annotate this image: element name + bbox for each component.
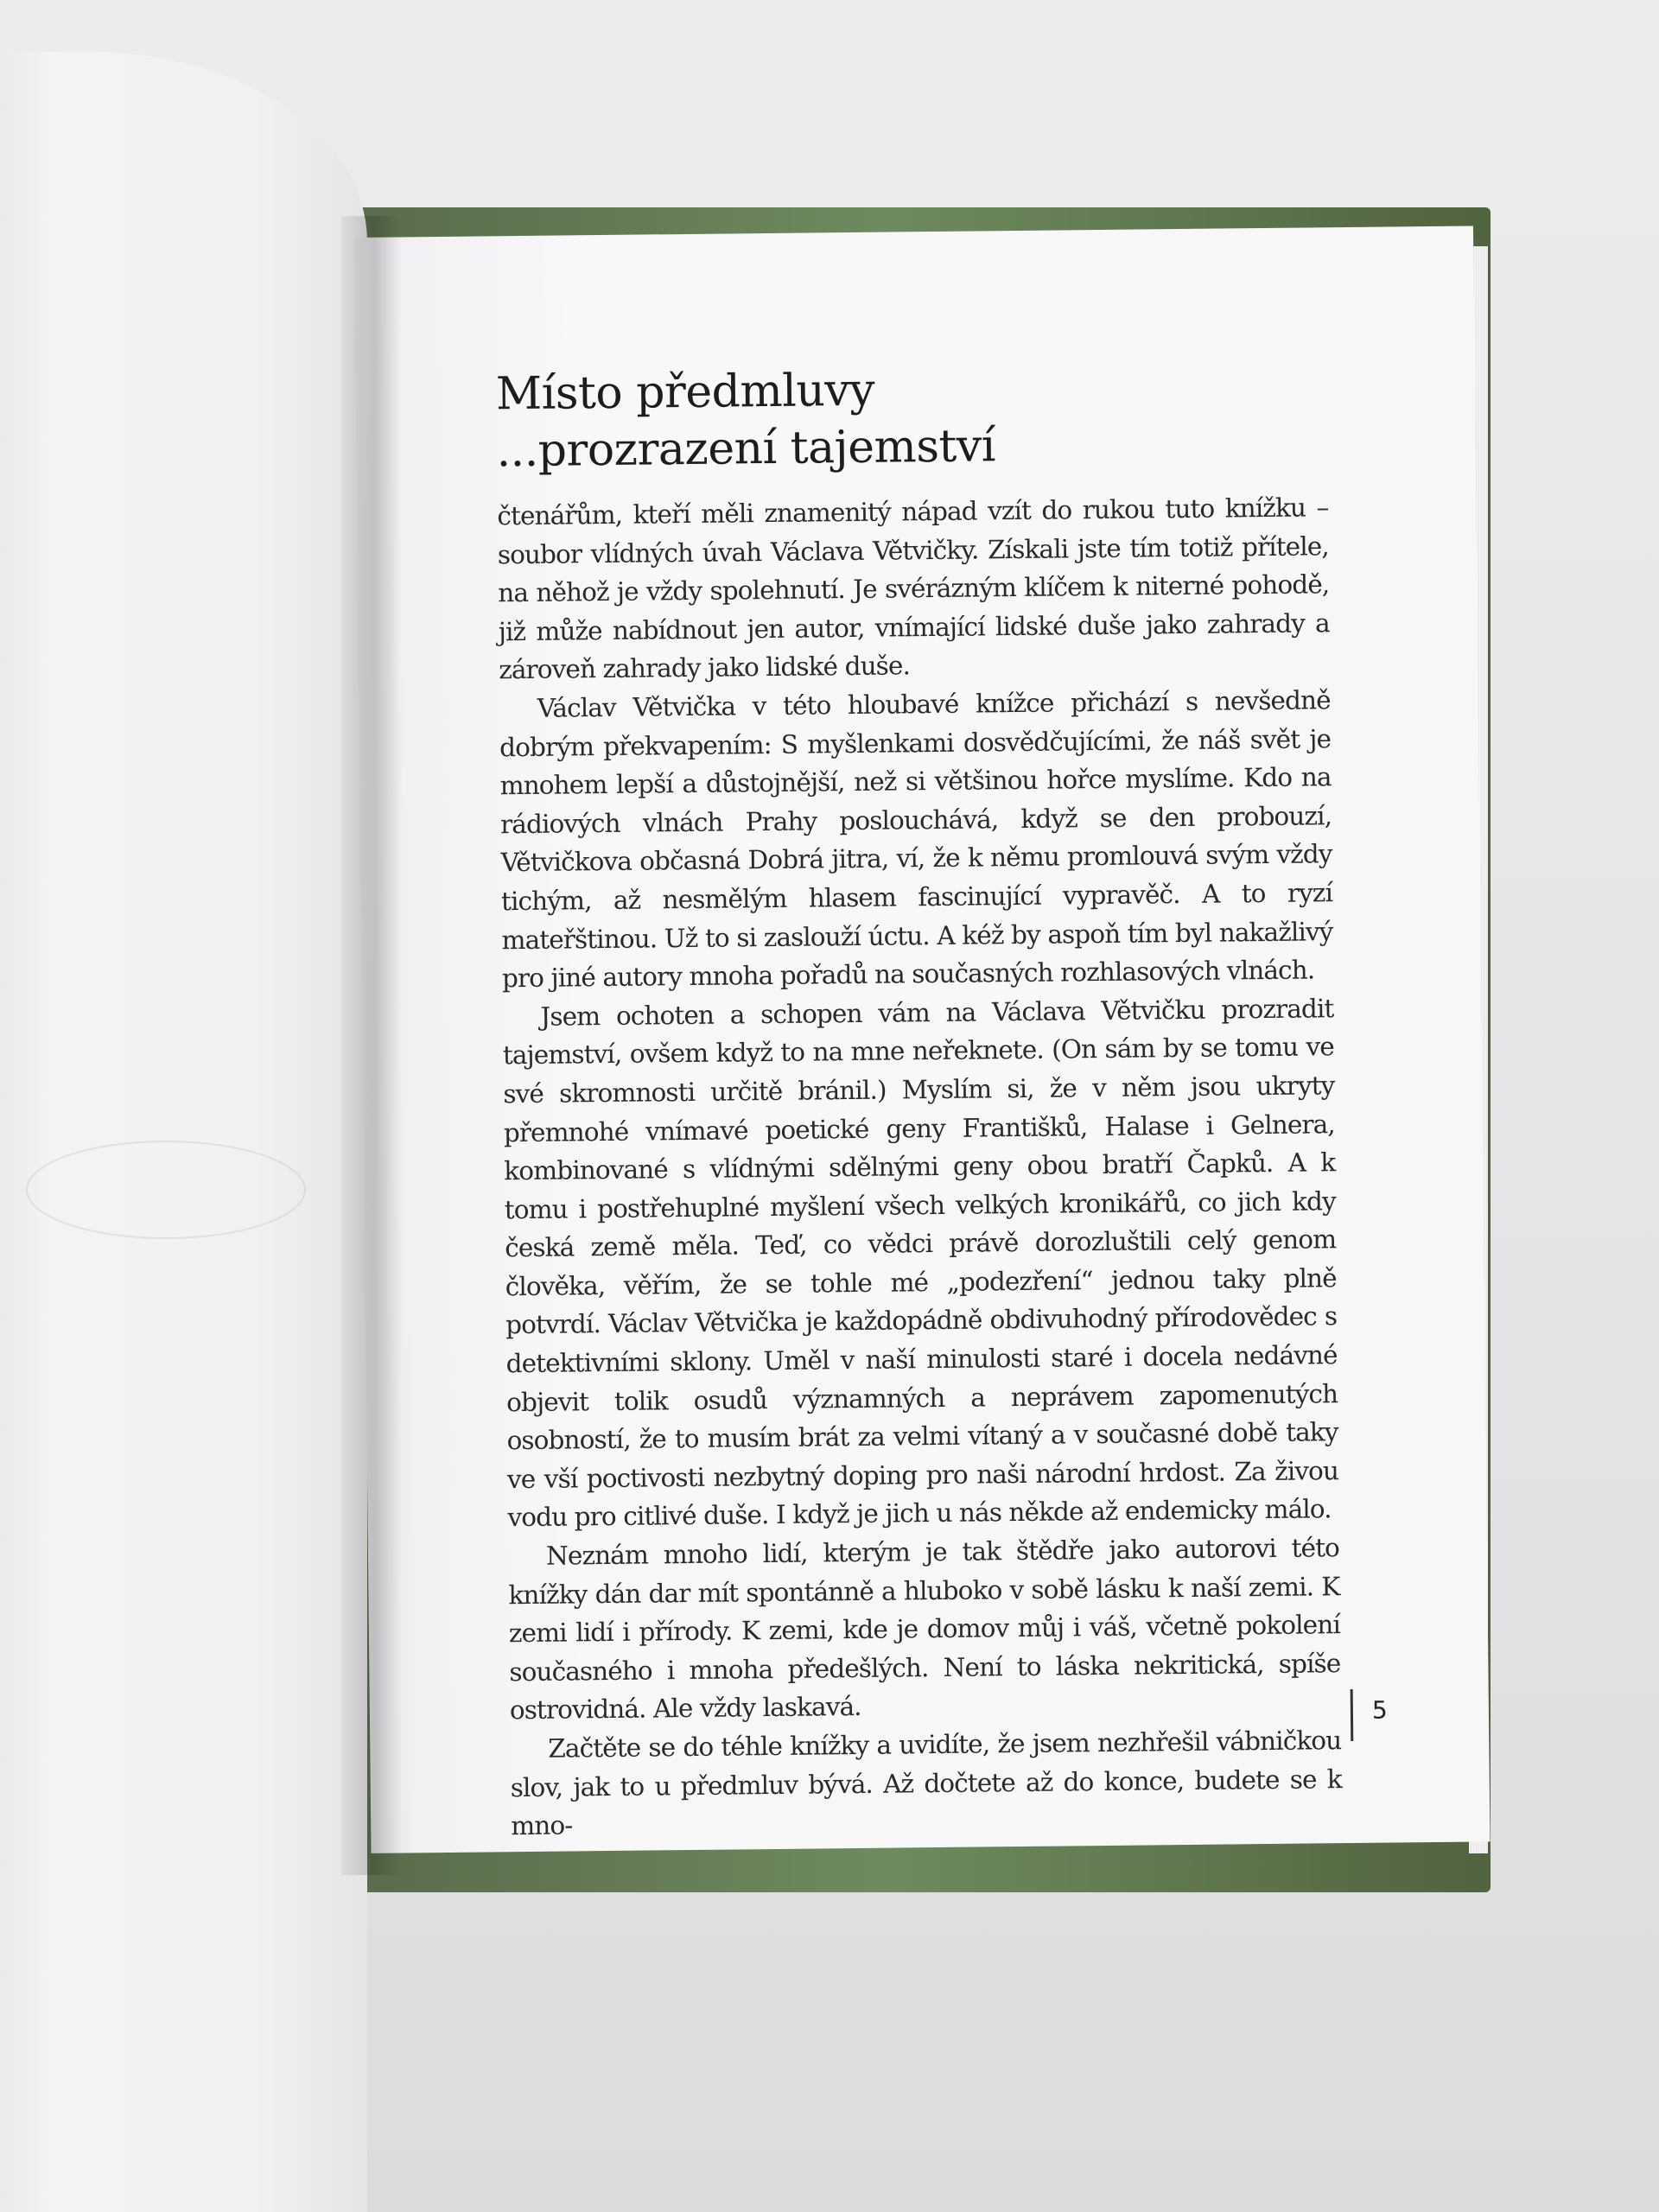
paragraph-3: Jsem ochoten a schopen vám na Václava Větvičku prozradit tajemství, ovšem když to na mne neřeknete. (On sám by se tomu ve své skromnosti určitě bránil.) Myslím si, že v něm jsou ukryty přemnohé vnímavé poetické geny Františků, Halase i Gelnera, kombinované s vlídnými sdělnými geny obou bratří Čapků. A k tomu i postřehuplné myšlení všech velkých kronikářů, co jich kdy česká země měla. Teď, co vědci právě dorozluštili celý genom člověka, věřím, že se tohle mé „podezření“ jednou taky plně potvrdí. Václav Větvička je každopádně obdivuhodný přírodovědec s detektivními sklony. Uměl v naší minulosti staré i docela nedávné objevit tolik osudů významných a neprávem zapomenutých osobností, že to musím brát za velmi vítaný a v současné době taky ve vší poctivosti nezbytný doping pro naši národní hrdost. Za živou vodu pro citlivé duše. I když je jich u nás někde až endemicky málo. [502, 993, 1339, 1533]
paragraph-2: Václav Větvička v této hloubavé knížce přichází s nevšedně dobrým překvapením: S myšlenkami dosvědčujícími, že náš svět je mnohem lepší a důstojnější, než si většinou hořce myslíme. Kdo na rádiových vlnách Prahy poslouchává, když se den probouzí, Větvičkova občasná Dobrá jitra, ví, že k němu promlouvá svým vždy tichým, až nesmělým hlasem fascinující vypravěč. A to ryzí mateřštinou. Už to si zaslouží úctu. A kéž by aspoň tím byl nakažlivý pro jiné autory mnoha pořadů na současných rozhlasových vlnách. [499, 685, 1333, 994]
right-page [354, 226, 1491, 1853]
page-number-rule [1351, 1689, 1354, 1741]
paragraph-5: Začtěte se do téhle knížky a uvidíte, že jsem nezhřešil vábničkou slov, jak to u předmluv bývá. Až dočtete až do konce, budete se k mno- [510, 1726, 1342, 1841]
page-number: 5 [1371, 1695, 1388, 1725]
left-page [0, 52, 367, 2212]
body-text [497, 488, 1342, 1846]
heading-line-1: Místo předmluvy [495, 364, 875, 421]
left-page-shading [0, 52, 52, 2212]
gutter-shadow [341, 216, 402, 1875]
faint-pencil-mark [26, 1141, 306, 1239]
chapter-heading [496, 357, 1328, 480]
page-content [496, 357, 1343, 1846]
heading-line-2: ...prozrazení tajemství [496, 420, 996, 478]
paragraph-4: Neznám mnoho lidí, kterým je tak štědře jako autorovi této knížky dán dar mít spontánně a hluboko v sobě lásku k naší zemi. K zemi lidí i přírody. K zemi, kde je domov můj i váš, včetně pokolení současného i mnoha předešlých. Není to láska nekritická, spíše ostrovidná. Ale vždy laskavá. [508, 1533, 1341, 1726]
paragraph-1: čtenářům, kteří měli znamenitý nápad vzít do rukou tuto knížku – soubor vlídných úvah Václava Větvičky. Získali jste tím totiž přítele, na něhož je vždy spolehnutí. Je svérázným klíčem k niterné pohodě, již může nabídnout jen autor, vnímající lidské duše jako zahrady a zároveň zahrady jako lidské duše. [497, 493, 1330, 685]
